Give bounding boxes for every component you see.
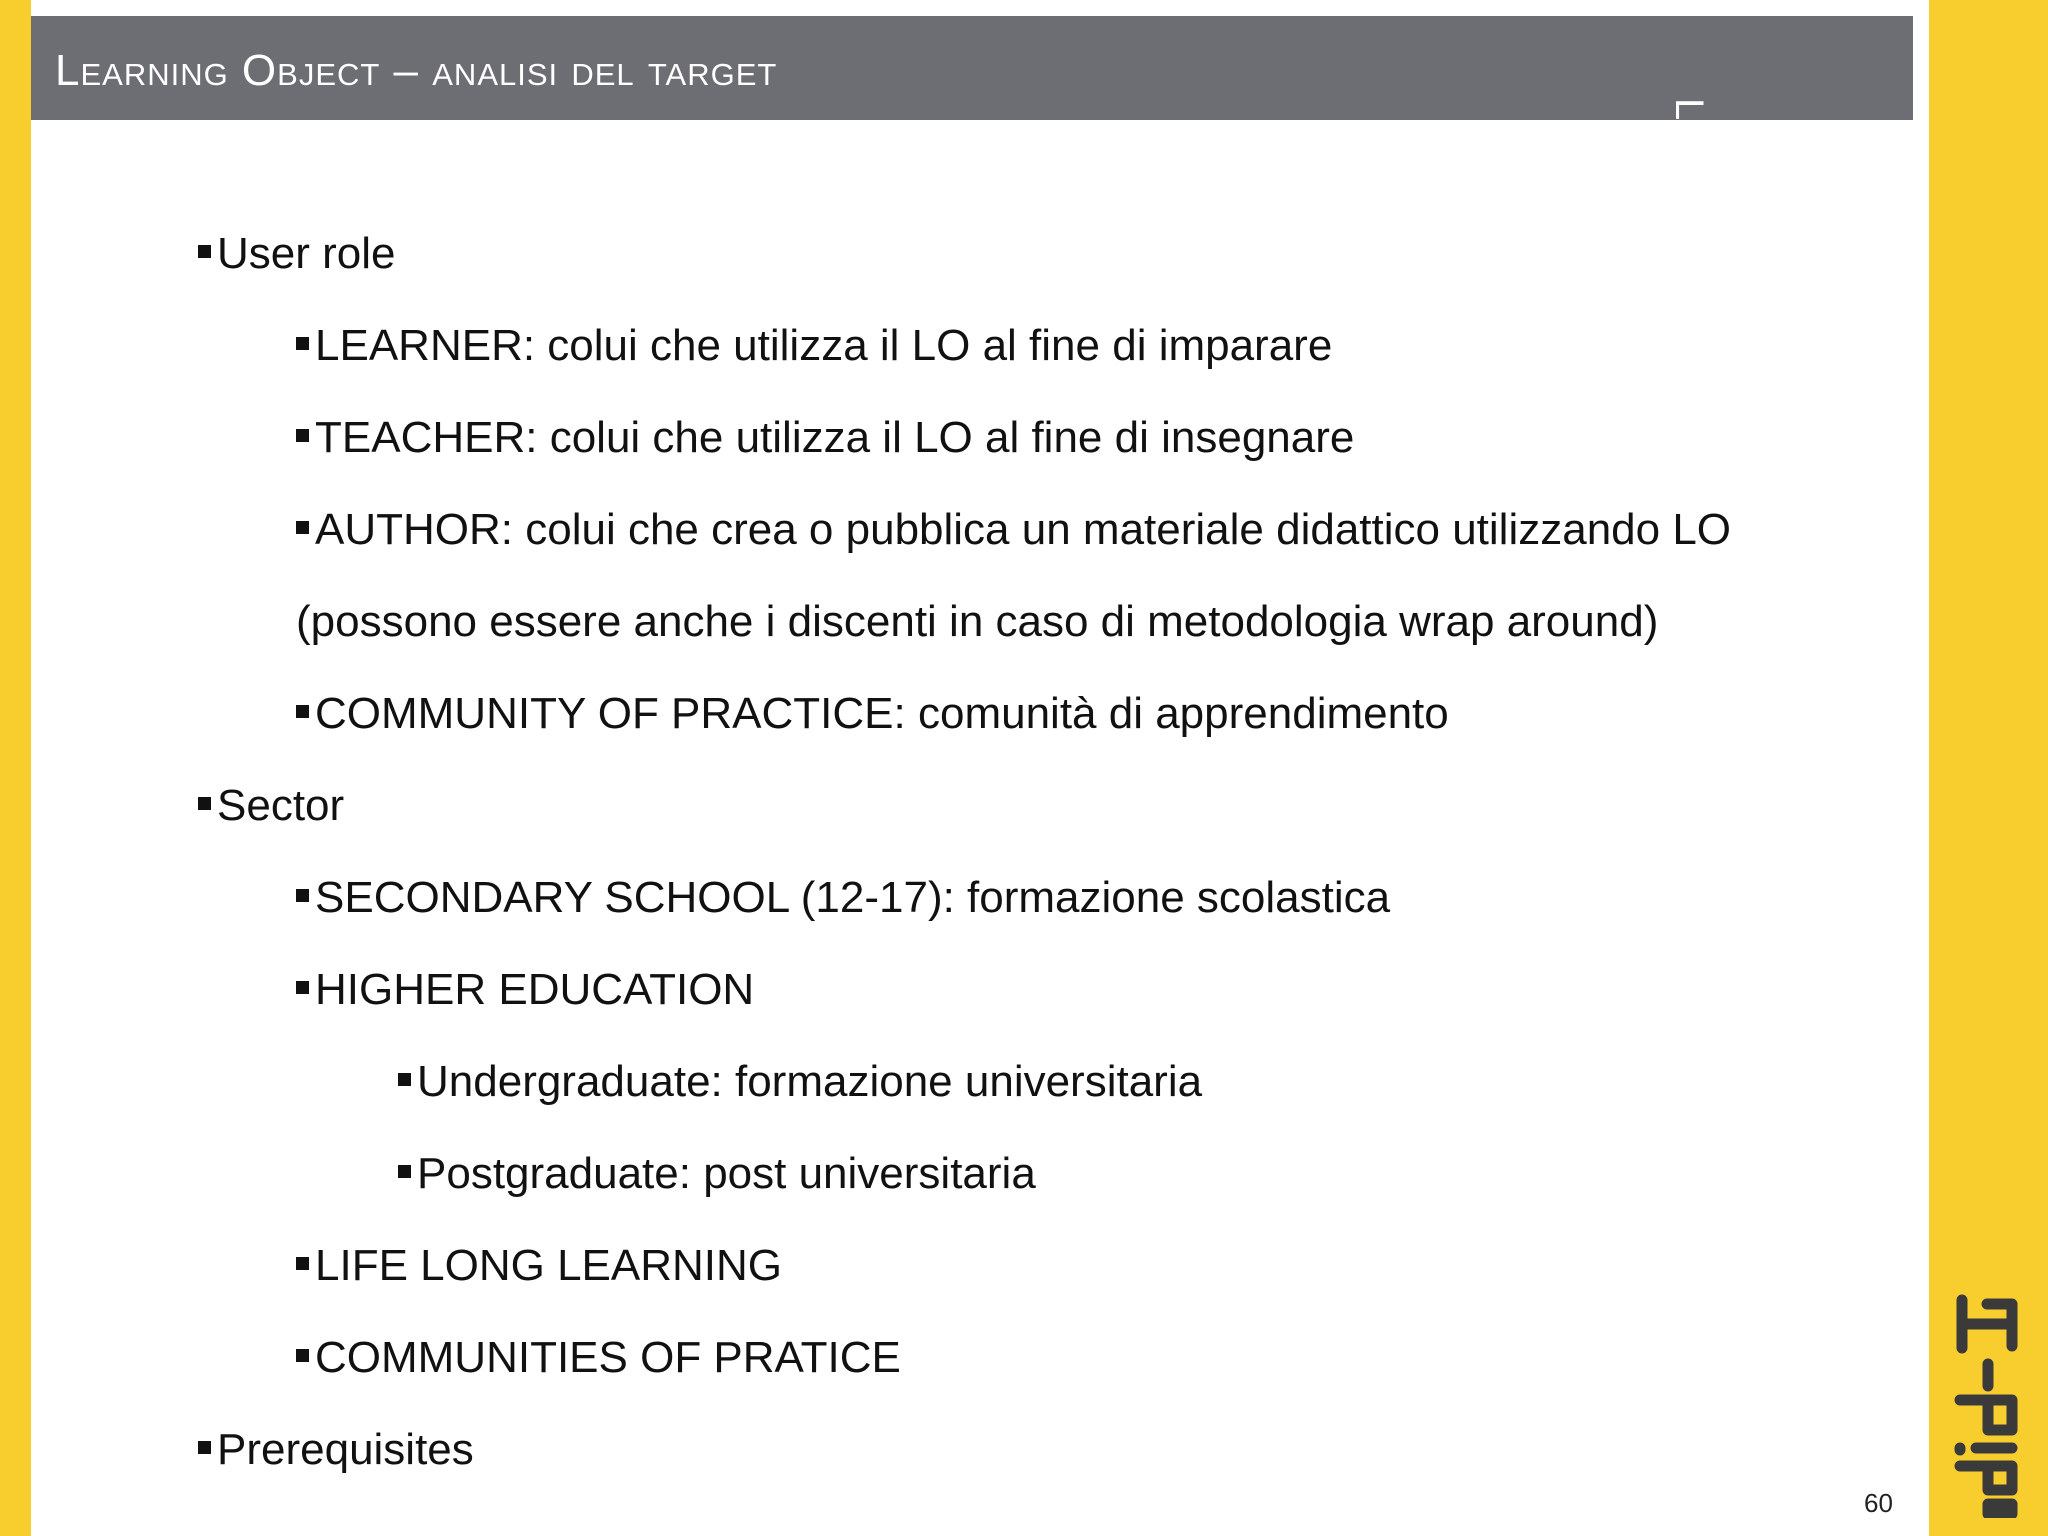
square-bullet-icon [198,797,211,810]
side-title-text: Learning object - progettazione [1666,98,1711,705]
square-bullet-icon [398,1073,411,1086]
square-bullet-icon [398,1165,411,1178]
square-bullet-icon [198,245,211,258]
communities-of-pratice-text: COMMUNITIES OF PRATICE [315,1333,901,1382]
secondary-school-text: SECONDARY SCHOOL (12-17): formazione scolastica [315,873,1391,922]
author-continuation-text: (possono essere anche i discenti in caso di metodologia wrap around) [296,597,1659,646]
square-bullet-icon [296,521,309,534]
postgraduate-text: Postgraduate: post universitaria [417,1149,1036,1198]
prerequisites-label: Prerequisites [217,1425,474,1474]
square-bullet-icon [296,1349,309,1362]
square-bullet-icon [296,337,309,350]
bullet-teacher [296,413,1355,462]
bullet-prerequisites [198,1425,474,1474]
left-accent-bar [0,0,31,1536]
side-title [1666,98,1711,705]
page-number: 60 [1864,1488,1893,1518]
slide-title: Learning Object – analisi del target [55,46,778,95]
bullet-communities-of-pratice [296,1333,901,1382]
title-bar [31,16,1913,120]
bullet-user-role [198,229,396,278]
higher-education-text: HIGHER EDUCATION [315,965,755,1014]
teacher-text: TEACHER: colui che utilizza il LO al fine di insegnare [315,413,1355,462]
bullet-community-of-practice [296,689,1449,738]
author-text: AUTHOR: colui che crea o pubblica un materiale didattico utilizzando LO [315,505,1732,554]
bullet-higher-education [296,965,755,1014]
community-of-practice-text: COMMUNITY OF PRACTICE: comunità di apprendimento [315,689,1449,738]
square-bullet-icon [296,981,309,994]
author-continuation [296,597,1659,646]
bullet-postgraduate [398,1149,1036,1198]
undergraduate-text: Undergraduate: formazione universitaria [417,1057,1203,1106]
square-bullet-icon [296,429,309,442]
square-bullet-icon [198,1441,211,1454]
bullet-learner [296,321,1333,370]
bullet-life-long-learning [296,1241,783,1290]
bullet-undergraduate [398,1057,1203,1106]
life-long-learning-text: LIFE LONG LEARNING [315,1241,783,1290]
bullet-sector [198,781,345,830]
user-role-label: User role [217,229,396,278]
square-bullet-icon [296,1257,309,1270]
learner-text: LEARNER: colui che utilizza il LO al fine di imparare [315,321,1333,370]
e-dida-logo-icon [1950,1290,2026,1518]
bullet-secondary-school [296,873,1391,922]
square-bullet-icon [296,705,309,718]
square-bullet-icon [296,889,309,902]
bullet-author [296,505,1732,554]
sector-label: Sector [217,781,345,830]
